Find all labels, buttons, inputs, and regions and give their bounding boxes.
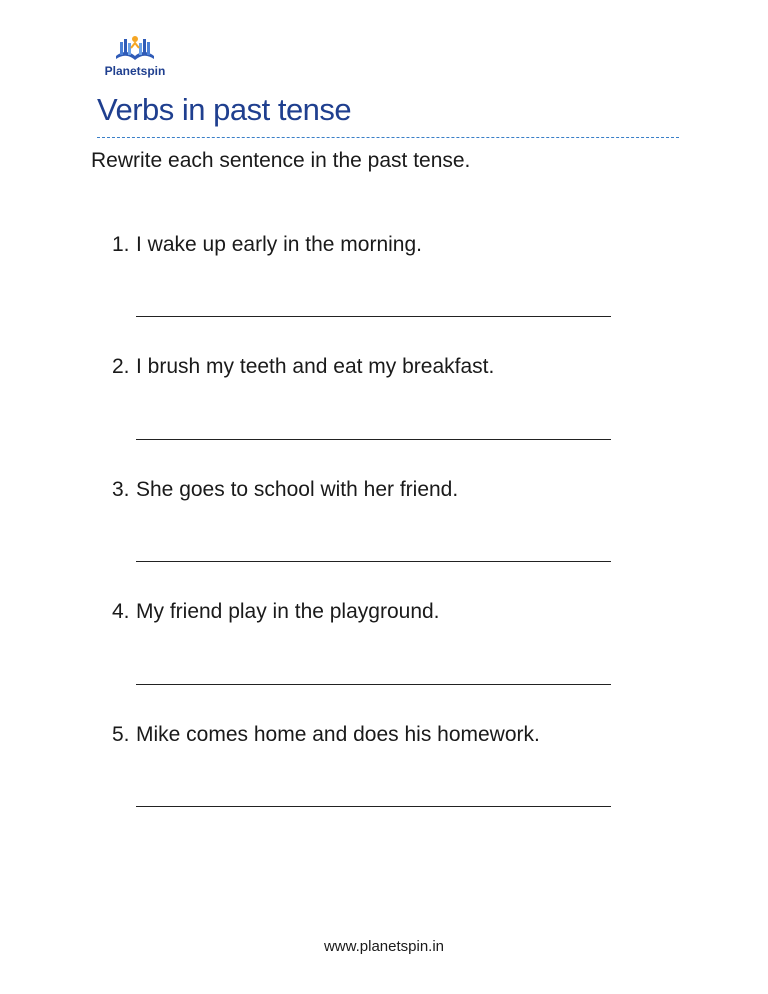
- question-number: 4.: [112, 600, 130, 623]
- question-item: [112, 478, 458, 502]
- question-text: I brush my teeth and eat my breakfast.: [136, 355, 495, 378]
- brand-logo: [100, 34, 170, 80]
- question-number: 2.: [112, 355, 130, 378]
- book-icon: [112, 34, 158, 64]
- question-item: [112, 600, 440, 624]
- answer-line[interactable]: [136, 316, 611, 317]
- question-item: [112, 723, 540, 747]
- title-divider: [97, 137, 679, 138]
- question-number: 3.: [112, 478, 130, 501]
- answer-line[interactable]: [136, 561, 611, 562]
- question-text: She goes to school with her friend.: [136, 478, 459, 501]
- answer-line[interactable]: [136, 806, 611, 807]
- question-number: 5.: [112, 723, 130, 746]
- question-number: 1.: [112, 233, 130, 256]
- instruction-text: Rewrite each sentence in the past tense.: [91, 149, 471, 172]
- answer-line[interactable]: [136, 684, 611, 685]
- footer-website: www.planetspin.in: [323, 938, 445, 955]
- question-text: My friend play in the playground.: [136, 600, 440, 623]
- question-item: [112, 355, 494, 379]
- answer-line[interactable]: [136, 439, 611, 440]
- question-text: Mike comes home and does his homework.: [136, 723, 540, 746]
- brand-name: Planetspin: [104, 64, 166, 78]
- question-text: I wake up early in the morning.: [136, 233, 422, 256]
- question-item: [112, 233, 422, 257]
- worksheet-title: Verbs in past tense: [97, 92, 352, 127]
